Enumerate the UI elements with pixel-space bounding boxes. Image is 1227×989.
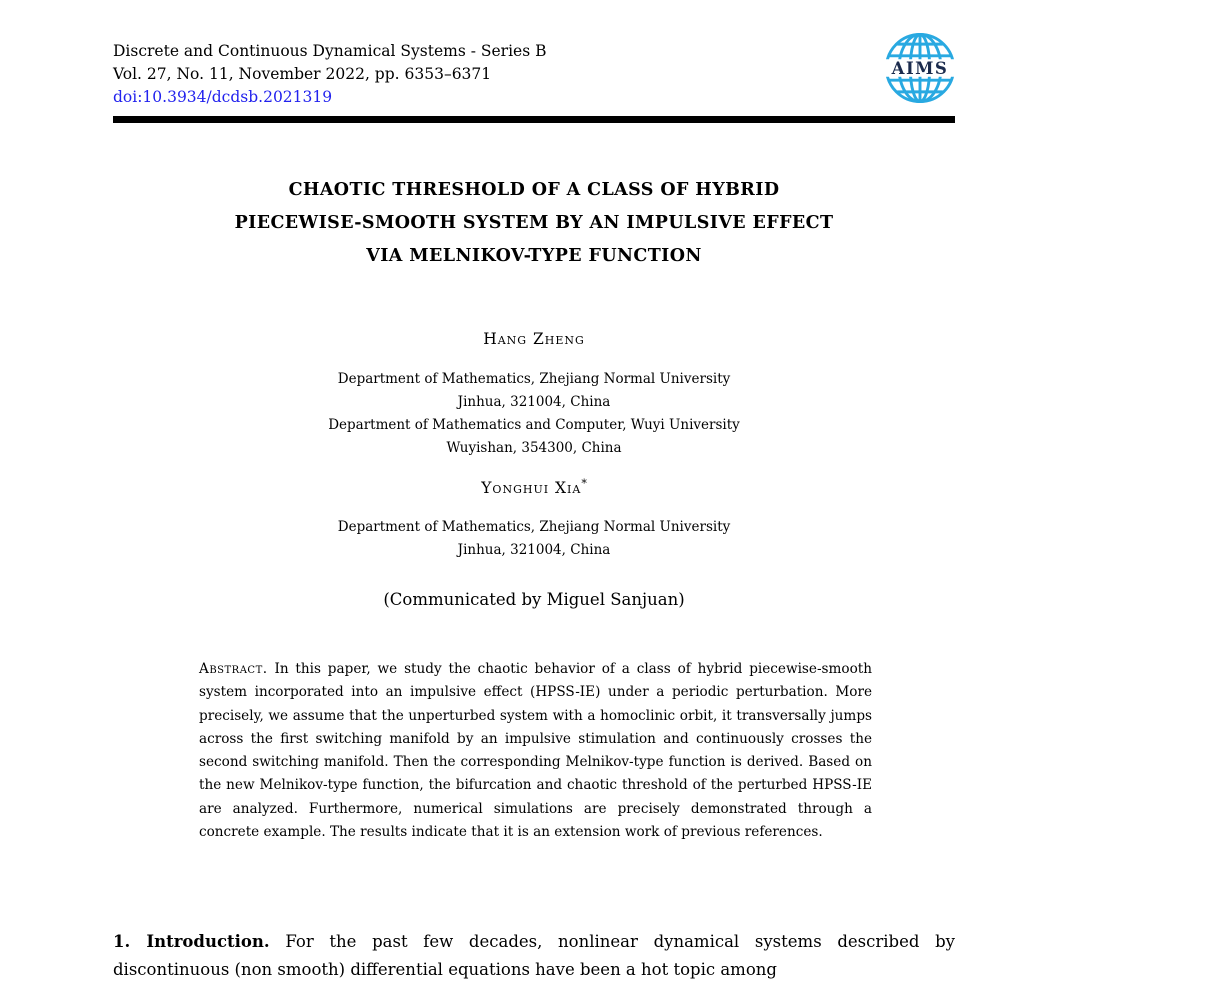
affiliation-line: Department of Mathematics, Zhejiang Normal University xyxy=(337,519,731,535)
author-name-1: Hang Zheng xyxy=(483,330,585,349)
logo-text: AIMS xyxy=(891,57,949,78)
paper-title xyxy=(113,174,955,273)
author-2-affiliation xyxy=(113,516,955,562)
globe-icon xyxy=(883,30,957,106)
title-line-1: CHAOTIC THRESHOLD OF A CLASS OF HYBRID xyxy=(288,180,780,200)
introduction-paragraph xyxy=(113,928,955,984)
journal-name: Discrete and Continuous Dynamical Systems - Series B xyxy=(113,42,547,60)
title-line-2: PIECEWISE-SMOOTH SYSTEM BY AN IMPULSIVE EFFECT xyxy=(234,213,834,233)
aims-logo xyxy=(883,30,957,106)
author-name-2: Yonghui Xia* xyxy=(481,477,587,498)
communicated-by: (Communicated by Miguel Sanjuan) xyxy=(383,590,685,609)
abstract-text: In this paper, we study the chaotic behavior of a class of hybrid piecewise-smooth system incorporated into an impulsive effect (HPSS-IE) under a periodic perturbation. More precisely, we assume that the unperturbed system with a homoclinic orbit, it transversally jumps across the first switching manifold by an impulsive stimulation and continuously crosses the second switching manifold. Then the corresponding Melnikov-type function is derived. Based on the new Melnikov-type function, the bifurcation and chaotic threshold of the perturbed HPSS-IE are analyzed. Furthermore, numerical simulations are precisely demonstrated through a concrete example. The results indicate that it is an extension work of previous references. xyxy=(199,661,872,841)
journal-header xyxy=(113,40,546,109)
affiliation-line: Jinhua, 321004, China xyxy=(457,394,611,410)
header-rule xyxy=(113,116,955,123)
abstract-label: Abstract. xyxy=(199,661,268,677)
corresponding-author-asterisk: * xyxy=(581,477,587,490)
section-heading: 1. Introduction. xyxy=(113,932,270,951)
doi-link[interactable]: doi:10.3934/dcdsb.2021319 xyxy=(113,88,333,106)
affiliation-line: Department of Mathematics and Computer, Wuyi University xyxy=(328,417,740,433)
affiliation-line: Jinhua, 321004, China xyxy=(457,542,611,558)
title-line-3: VIA MELNIKOV-TYPE FUNCTION xyxy=(366,246,702,266)
affiliation-line: Wuyishan, 354300, China xyxy=(446,440,622,456)
journal-issue: Vol. 27, No. 11, November 2022, pp. 6353–6371 xyxy=(113,65,492,83)
affiliation-line: Department of Mathematics, Zhejiang Normal University xyxy=(337,371,731,387)
author-1-affiliation xyxy=(113,368,955,460)
abstract xyxy=(199,658,872,844)
introduction-text: For the past few decades, nonlinear dynamical systems described by discontinuous (non smooth) differential equations have been a hot topic among xyxy=(113,932,955,979)
